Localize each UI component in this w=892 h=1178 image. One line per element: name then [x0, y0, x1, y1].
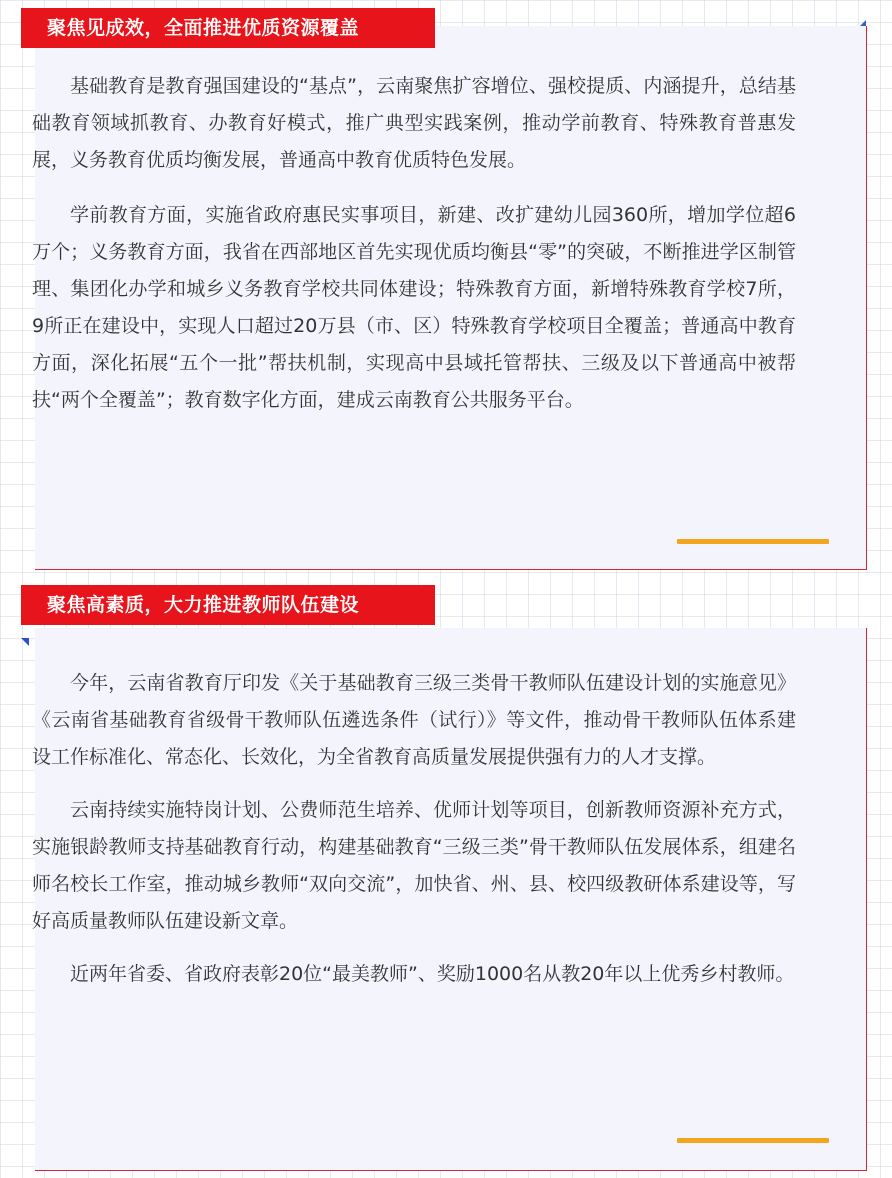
paragraph: 学前教育方面，实施省政府惠民实事项目，新建、改扩建幼儿园360所，增加学位超6万个；义务教育方面，我省在西部地区首先实现优质均衡县“零”的突破，不断推进学区制管理、集团化办学和城乡义务教育学校共同体建设；特殊教育方面，新增特殊教育学校7所，9所正在建设中，实现人口超过20万县（市、区）特殊教育学校项目全覆盖；普通高中教育方面，深化拓展“五个一批”帮扶机制，实现高中县域托管帮扶、三级及以下普通高中被帮扶“两个全覆盖”；教育数字化方面，建成云南教育公共服务平台。	[32, 204, 796, 411]
corner-decoration-left	[21, 638, 29, 646]
paragraph: 今年，云南省教育厅印发《关于基础教育三级三类骨干教师队伍建设计划的实施意见》《云南省基础教育省级骨干教师队伍遴选条件（试行）》等文件，推动骨干教师队伍体系建设工作标准化、常态化、长效化，为全省教育高质量发展提供强有力的人才支撑。	[32, 672, 796, 768]
paragraph: 基础教育是教育强国建设的“基点”，云南聚焦扩容增位、强校提质、内涵提升，总结基础教育领域抓教育、办教育好模式，推广典型实践案例，推动学前教育、特殊教育普惠发展，义务教育优质均衡发展，普通高中教育优质特色发展。	[32, 75, 796, 171]
accent-bar-2	[677, 1138, 829, 1143]
paragraph: 近两年省委、省政府表彰20位“最美教师”、奖励1000名从教20年以上优秀乡村教师。	[70, 963, 795, 985]
section-body-1	[32, 68, 796, 419]
section-title-1: 聚焦见成效，全面推进优质资源覆盖	[21, 8, 435, 48]
section-body-2	[32, 665, 796, 993]
accent-bar-1	[677, 539, 829, 544]
section-title-2: 聚焦高素质，大力推进教师队伍建设	[21, 585, 435, 625]
paragraph: 云南持续实施特岗计划、公费师范生培养、优师计划等项目，创新教师资源补充方式，实施银龄教师支持基础教育行动，构建基础教育“三级三类”骨干教师队伍发展体系，组建名师名校长工作室，推动城乡教师“双向交流”，加快省、州、县、校四级教研体系建设等，写好高质量教师队伍建设新文章。	[32, 799, 796, 932]
corner-decoration-top-right	[860, 20, 866, 26]
